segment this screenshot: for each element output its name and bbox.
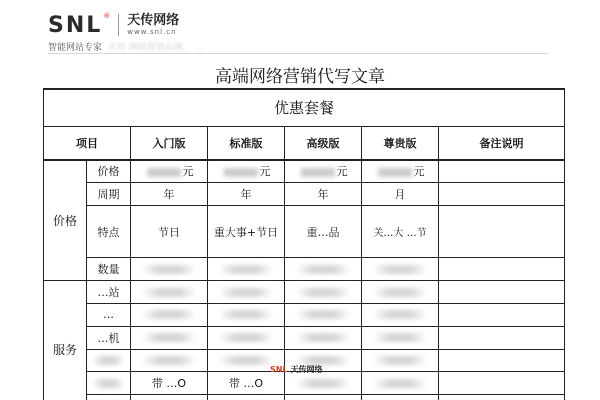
table-cell: 重…品 bbox=[285, 205, 362, 257]
row-label bbox=[87, 395, 131, 400]
brand-tagline: 智能网站专家 bbox=[48, 43, 103, 53]
table-cell: 带 …O bbox=[131, 372, 208, 395]
table-cell: 重大事+节日 bbox=[208, 205, 285, 257]
column-header-premium: 尊贵版 bbox=[362, 126, 439, 160]
watermark-logo: SNL 天传网络 bbox=[270, 365, 323, 374]
table-cell bbox=[285, 326, 362, 349]
table-cell bbox=[131, 326, 208, 349]
table-row bbox=[44, 303, 565, 326]
table-cell bbox=[131, 281, 208, 304]
category-service: 服务 bbox=[44, 281, 87, 400]
table-cell bbox=[285, 372, 362, 395]
table-cell bbox=[439, 160, 565, 183]
table-cell bbox=[208, 281, 285, 304]
table-cell bbox=[131, 258, 208, 281]
table-cell: 关…大 …节 bbox=[362, 205, 439, 257]
table-caption-row bbox=[44, 89, 565, 126]
table-cell bbox=[362, 349, 439, 372]
table-cell: 带 …O bbox=[208, 372, 285, 395]
table-cell bbox=[362, 281, 439, 304]
registered-mark: ® bbox=[103, 12, 111, 20]
table-header-row bbox=[44, 126, 565, 160]
package-table bbox=[43, 88, 565, 400]
table-cell bbox=[208, 258, 285, 281]
table-row bbox=[44, 281, 565, 304]
row-label: 特点 bbox=[87, 205, 131, 257]
brand-url: www.snl.cn bbox=[127, 28, 177, 36]
table-row bbox=[44, 258, 565, 281]
row-label bbox=[87, 349, 131, 372]
brand-slogan: 天传 网络营销品牌， … bbox=[108, 43, 204, 53]
table-cell bbox=[362, 258, 439, 281]
table-row bbox=[44, 372, 565, 395]
document-title: 高端网络营销代写文章 bbox=[215, 67, 385, 87]
row-label: 价格 bbox=[87, 160, 131, 183]
row-label: …站 bbox=[87, 281, 131, 304]
table-cell bbox=[208, 326, 285, 349]
column-header-standard: 标准版 bbox=[208, 126, 285, 160]
table-cell bbox=[362, 326, 439, 349]
table-cell: 元 bbox=[208, 160, 285, 183]
table-cell: 年 bbox=[131, 183, 208, 206]
brand-name: 天传网络 bbox=[127, 13, 180, 28]
table-cell: 月 bbox=[362, 183, 439, 206]
table-cell: 节日 bbox=[131, 205, 208, 257]
table-row bbox=[44, 160, 565, 183]
logo-divider bbox=[118, 14, 119, 36]
row-label: 周期 bbox=[87, 183, 131, 206]
table-row bbox=[44, 326, 565, 349]
row-label bbox=[87, 372, 131, 395]
table-row bbox=[44, 205, 565, 257]
table-row bbox=[44, 183, 565, 206]
logo-wordmark: SNL bbox=[48, 12, 103, 38]
brand-logo bbox=[48, 10, 179, 40]
letterhead bbox=[0, 0, 600, 56]
table-cell bbox=[439, 395, 565, 400]
table-caption: 优惠套餐 bbox=[44, 89, 565, 126]
table-cell bbox=[131, 349, 208, 372]
table-cell bbox=[131, 395, 208, 400]
table-cell bbox=[131, 303, 208, 326]
table-cell bbox=[362, 303, 439, 326]
column-header-notes: 备注说明 bbox=[439, 126, 565, 160]
column-header-item: 项目 bbox=[44, 126, 131, 160]
table-cell bbox=[285, 258, 362, 281]
row-label: 数量 bbox=[87, 258, 131, 281]
table-cell: 年 bbox=[208, 183, 285, 206]
table-cell bbox=[208, 395, 285, 400]
column-header-entry: 入门版 bbox=[131, 126, 208, 160]
table-cell bbox=[362, 372, 439, 395]
header-divider bbox=[48, 53, 548, 54]
row-label: …机 bbox=[87, 326, 131, 349]
column-header-advanced: 高级版 bbox=[285, 126, 362, 160]
category-price: 价格 bbox=[44, 160, 87, 281]
table-cell bbox=[362, 395, 439, 400]
table-cell bbox=[439, 303, 565, 326]
table-cell bbox=[439, 349, 565, 372]
table-row bbox=[44, 395, 565, 400]
table-cell bbox=[439, 281, 565, 304]
brand-tagline-row bbox=[48, 40, 204, 53]
table-cell bbox=[439, 372, 565, 395]
table-cell bbox=[285, 281, 362, 304]
table-cell bbox=[439, 183, 565, 206]
table-cell: 元 bbox=[285, 160, 362, 183]
table-cell bbox=[439, 258, 565, 281]
table-cell bbox=[285, 303, 362, 326]
table-cell: 元 bbox=[362, 160, 439, 183]
row-label: … bbox=[87, 303, 131, 326]
table-cell bbox=[439, 326, 565, 349]
table-cell bbox=[439, 205, 565, 257]
table-cell bbox=[285, 395, 362, 400]
table-cell: 年 bbox=[285, 183, 362, 206]
table-cell bbox=[208, 303, 285, 326]
table-cell: 元 bbox=[131, 160, 208, 183]
